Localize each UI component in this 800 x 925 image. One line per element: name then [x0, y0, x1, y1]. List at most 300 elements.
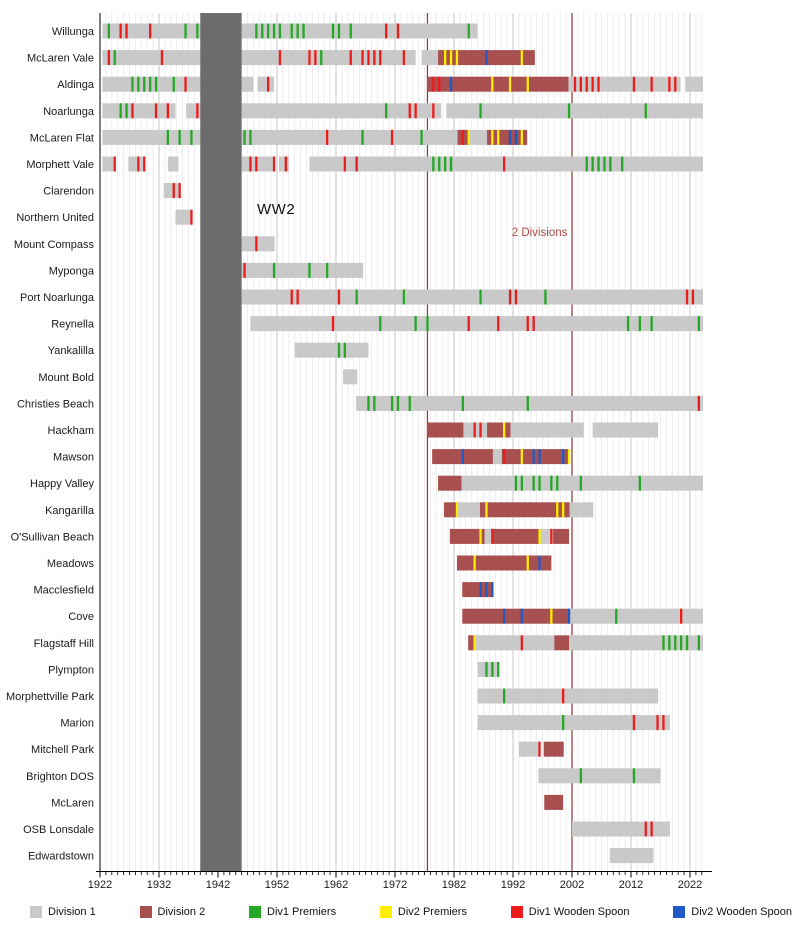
legend-item-div1-premiers	[249, 906, 336, 918]
marker-y	[468, 130, 470, 145]
marker-r	[509, 290, 511, 305]
axis-tick-label: 1992	[500, 879, 526, 891]
legend-item-division2	[140, 906, 206, 918]
timeline-segment	[610, 848, 654, 863]
club-label: Meadows	[46, 558, 94, 570]
div2-wooden-spoon-swatch	[673, 906, 685, 918]
legend-label-division1: Division 1	[48, 906, 96, 918]
timeline-segment	[242, 236, 275, 251]
timeline-segment	[168, 157, 179, 172]
marker-g	[120, 103, 122, 118]
marker-r	[167, 103, 169, 118]
marker-b	[562, 449, 564, 464]
axis-tick-label: 2002	[559, 879, 585, 891]
marker-g	[420, 130, 422, 145]
marker-b	[509, 130, 511, 145]
marker-r	[527, 316, 529, 331]
timeline-segment	[511, 423, 584, 438]
marker-y	[538, 529, 540, 544]
timeline-segment	[309, 157, 703, 172]
timeline-segment	[538, 768, 660, 783]
marker-r	[379, 50, 381, 65]
timeline-segment	[279, 157, 289, 172]
marker-g	[279, 24, 281, 39]
timeline-segment	[427, 77, 569, 92]
marker-g	[344, 343, 346, 358]
marker-r	[479, 423, 481, 438]
marker-g	[485, 662, 487, 677]
marker-g	[190, 130, 192, 145]
marker-r	[125, 24, 127, 39]
marker-g	[521, 476, 523, 491]
marker-g	[397, 396, 399, 411]
marker-g	[338, 343, 340, 358]
marker-g	[639, 316, 641, 331]
marker-b	[515, 130, 517, 145]
marker-g	[662, 635, 664, 650]
axis-tick-label: 2022	[677, 879, 703, 891]
timeline-segment	[478, 715, 670, 730]
timeline-segment	[438, 476, 462, 491]
marker-g	[444, 157, 446, 172]
marker-g	[131, 77, 133, 92]
marker-y	[562, 502, 564, 517]
legend-label-div1-premiers: Div1 Premiers	[267, 906, 337, 918]
marker-g	[114, 50, 116, 65]
club-label: O'Sullivan Beach	[10, 531, 94, 544]
marker-r	[196, 103, 198, 118]
marker-r	[149, 24, 151, 39]
timeline-segment	[475, 635, 554, 650]
marker-g	[580, 476, 582, 491]
club-label: Clarendon	[43, 185, 94, 198]
marker-y	[491, 77, 493, 92]
marker-r	[462, 130, 464, 145]
club-label: Edwardstown	[27, 850, 94, 863]
marker-g	[674, 635, 676, 650]
marker-g	[149, 77, 151, 92]
marker-r	[120, 24, 122, 39]
marker-y	[521, 449, 523, 464]
marker-r	[474, 423, 476, 438]
marker-g	[468, 24, 470, 39]
marker-g	[261, 24, 263, 39]
marker-r	[397, 24, 399, 39]
timeline-segment	[478, 662, 499, 677]
club-label: Morphettville Park	[5, 691, 94, 703]
marker-r	[344, 157, 346, 172]
timeline-segment	[176, 210, 193, 225]
marker-r	[562, 689, 564, 704]
marker-r	[326, 130, 328, 145]
timeline-segment	[568, 77, 680, 92]
marker-g	[267, 24, 269, 39]
marker-g	[167, 130, 169, 145]
marker-g	[356, 290, 358, 305]
timeline-segment	[544, 742, 564, 757]
marker-g	[173, 77, 175, 92]
marker-g	[479, 103, 481, 118]
marker-g	[243, 130, 245, 145]
marker-r	[586, 77, 588, 92]
timeline-segment	[427, 423, 464, 438]
marker-g	[308, 263, 310, 278]
marker-r	[645, 822, 647, 837]
club-label: Flagstaff Hill	[33, 637, 94, 650]
marker-r	[297, 290, 299, 305]
marker-r	[491, 529, 493, 544]
marker-y	[550, 609, 552, 624]
marker-g	[627, 316, 629, 331]
timeline-segment	[569, 635, 703, 650]
marker-g	[698, 635, 700, 650]
marker-g	[633, 768, 635, 783]
marker-r	[432, 77, 434, 92]
marker-b	[521, 609, 523, 624]
club-label: Kangarilla	[45, 504, 94, 517]
marker-g	[527, 396, 529, 411]
marker-r	[243, 263, 245, 278]
axis-tick-label: 1982	[441, 879, 467, 891]
marker-b	[491, 582, 493, 597]
legend-label-div2-wooden-spoon: Div2 Wooden Spoon	[691, 906, 792, 918]
timeline-segment	[572, 822, 670, 837]
marker-g	[415, 316, 417, 331]
marker-g	[320, 50, 322, 65]
marker-r	[273, 157, 275, 172]
axis-tick-label: 1942	[205, 879, 231, 891]
marker-r	[308, 50, 310, 65]
marker-r	[521, 635, 523, 650]
legend-item-div2-wooden-spoon	[673, 906, 792, 918]
timeline-segment	[462, 476, 703, 491]
axis-tick-label: 2012	[618, 879, 644, 891]
club-label: Happy Valley	[30, 478, 94, 491]
marker-y	[485, 502, 487, 517]
marker-r	[633, 77, 635, 92]
axis-tick-label: 1952	[264, 879, 290, 891]
marker-r	[503, 157, 505, 172]
marker-g	[273, 24, 275, 39]
marker-r	[533, 316, 535, 331]
club-label: OSB Lonsdale	[23, 824, 94, 836]
marker-r	[692, 290, 694, 305]
marker-g	[403, 290, 405, 305]
marker-g	[491, 662, 493, 677]
axis-tick-label: 1962	[323, 879, 349, 891]
marker-r	[350, 50, 352, 65]
club-label: Marion	[60, 717, 94, 730]
marker-g	[515, 476, 517, 491]
marker-y	[479, 529, 481, 544]
timeline-segment	[295, 343, 369, 358]
timeline-segment	[544, 795, 563, 810]
marker-r	[155, 103, 157, 118]
legend-label-division2: Division 2	[157, 906, 206, 918]
timeline-segment	[458, 502, 480, 517]
marker-r	[314, 50, 316, 65]
club-label: Noarlunga	[43, 105, 94, 118]
marker-g	[586, 157, 588, 172]
div2-premiers-swatch	[380, 906, 392, 918]
timeline-segment	[462, 582, 493, 597]
timeline-segment	[102, 77, 203, 92]
marker-y	[491, 130, 493, 145]
marker-y	[521, 130, 523, 145]
marker-g	[438, 157, 440, 172]
marker-g	[184, 24, 186, 39]
marker-r	[580, 77, 582, 92]
timeline-segment	[554, 635, 569, 650]
legend-item-div2-premiers	[380, 906, 467, 918]
timeline-segment	[593, 423, 658, 438]
timeline-segment	[258, 77, 275, 92]
legend-label-div2-premiers: Div2 Premiers	[397, 906, 467, 918]
club-label: McLaren Vale	[26, 52, 94, 65]
marker-r	[161, 50, 163, 65]
axis-tick-label: 1972	[382, 879, 408, 891]
marker-r	[137, 157, 139, 172]
marker-g	[196, 24, 198, 39]
marker-r	[597, 77, 599, 92]
timeline-segment	[446, 103, 703, 118]
marker-g	[568, 103, 570, 118]
timeline-segment	[553, 529, 569, 544]
marker-g	[155, 77, 157, 92]
marker-r	[668, 77, 670, 92]
marker-g	[273, 263, 275, 278]
marker-y	[474, 556, 476, 571]
marker-r	[131, 103, 133, 118]
marker-g	[592, 157, 594, 172]
marker-r	[255, 236, 257, 251]
timeline-segment	[356, 396, 703, 411]
marker-r	[686, 290, 688, 305]
marker-r	[356, 157, 358, 172]
marker-y	[509, 77, 511, 92]
legend-item-div1-wooden-spoon	[511, 906, 630, 918]
marker-r	[415, 103, 417, 118]
marker-r	[651, 822, 653, 837]
marker-g	[698, 316, 700, 331]
marker-r	[143, 157, 145, 172]
timeline-segment	[502, 449, 569, 464]
marker-y	[456, 50, 458, 65]
timeline-segment	[487, 423, 511, 438]
marker-g	[302, 24, 304, 39]
club-label: Cove	[68, 611, 94, 624]
marker-r	[674, 77, 676, 92]
marker-r	[592, 77, 594, 92]
marker-g	[379, 316, 381, 331]
marker-r	[403, 50, 405, 65]
marker-r	[285, 157, 287, 172]
timeline-segment	[569, 609, 703, 624]
timeline-segment	[128, 157, 144, 172]
marker-g	[615, 609, 617, 624]
timeline-segment	[102, 103, 175, 118]
marker-g	[651, 316, 653, 331]
legend-label-div1-wooden-spoon: Div1 Wooden Spoon	[528, 906, 630, 918]
marker-g	[450, 157, 452, 172]
marker-y	[556, 502, 558, 517]
timeline-segment	[492, 529, 539, 544]
club-label: Plympton	[48, 664, 94, 677]
marker-g	[533, 476, 535, 491]
div1-wooden-spoon-swatch	[511, 906, 523, 918]
marker-g	[108, 24, 110, 39]
club-label: Mitchell Park	[31, 744, 94, 757]
club-label: McLaren	[51, 797, 94, 810]
timeline-segment	[240, 263, 363, 278]
club-label: Morphett Vale	[26, 159, 94, 171]
marker-r	[332, 316, 334, 331]
marker-g	[391, 396, 393, 411]
marker-b	[485, 50, 487, 65]
marker-g	[432, 157, 434, 172]
marker-g	[544, 290, 546, 305]
marker-r	[432, 103, 434, 118]
marker-g	[639, 476, 641, 491]
marker-g	[179, 130, 181, 145]
marker-g	[503, 689, 505, 704]
marker-y	[527, 556, 529, 571]
timeline-segment	[102, 24, 477, 39]
marker-y	[497, 130, 499, 145]
timeline-segment	[102, 130, 457, 145]
marker-g	[143, 77, 145, 92]
club-label: Myponga	[48, 265, 94, 278]
club-label: Yankalilla	[47, 345, 94, 358]
marker-g	[426, 316, 428, 331]
marker-g	[291, 24, 293, 39]
marker-r	[468, 316, 470, 331]
marker-r	[361, 50, 363, 65]
timeline-segment	[102, 157, 114, 172]
two-divisions-label: 2 Divisions	[511, 227, 568, 239]
marker-b	[568, 609, 570, 624]
marker-y	[474, 635, 476, 650]
marker-y	[568, 449, 570, 464]
marker-g	[249, 130, 251, 145]
club-label: Willunga	[51, 26, 94, 38]
marker-g	[367, 396, 369, 411]
marker-r	[680, 609, 682, 624]
marker-b	[462, 449, 464, 464]
club-label: Aldinga	[57, 79, 94, 92]
marker-r	[503, 449, 505, 464]
timeline-segment	[164, 183, 181, 198]
marker-r	[179, 183, 181, 198]
timeline-segment	[462, 609, 569, 624]
marker-g	[562, 715, 564, 730]
marker-y	[521, 50, 523, 65]
marker-g	[668, 635, 670, 650]
club-label: Northern United	[16, 212, 94, 225]
marker-r	[391, 130, 393, 145]
marker-r	[255, 157, 257, 172]
ww2-band	[200, 13, 241, 872]
marker-g	[338, 24, 340, 39]
marker-r	[651, 77, 653, 92]
marker-r	[656, 715, 658, 730]
club-label: Port Noarlunga	[20, 292, 94, 304]
marker-g	[125, 103, 127, 118]
legend	[0, 899, 800, 925]
marker-r	[698, 396, 700, 411]
timeline-segment	[519, 742, 539, 757]
marker-y	[444, 50, 446, 65]
timeline-segment	[469, 130, 487, 145]
timeline-segment	[242, 157, 275, 172]
ww2-label: WW2	[257, 201, 296, 218]
club-label: Mount Compass	[13, 238, 94, 251]
marker-g	[686, 635, 688, 650]
timeline-segment	[444, 502, 458, 517]
marker-b	[533, 449, 535, 464]
axis-tick-label: 1922	[87, 879, 113, 891]
marker-b	[485, 582, 487, 597]
marker-g	[350, 24, 352, 39]
marker-g	[556, 476, 558, 491]
marker-g	[332, 24, 334, 39]
club-label: Mawson	[53, 451, 94, 464]
marker-g	[297, 24, 299, 39]
marker-r	[538, 742, 540, 757]
division2-swatch	[140, 906, 152, 918]
club-label: McLaren Flat	[29, 132, 94, 145]
marker-b	[503, 609, 505, 624]
timeline-segment	[343, 369, 357, 384]
marker-r	[184, 77, 186, 92]
marker-r	[173, 183, 175, 198]
marker-g	[680, 635, 682, 650]
marker-y	[450, 50, 452, 65]
marker-g	[538, 476, 540, 491]
marker-y	[503, 423, 505, 438]
marker-g	[137, 77, 139, 92]
timeline-segment	[242, 103, 441, 118]
marker-g	[385, 103, 387, 118]
marker-r	[550, 529, 552, 544]
marker-r	[291, 290, 293, 305]
marker-g	[497, 662, 499, 677]
club-label: Brighton DOS	[26, 770, 94, 783]
marker-r	[114, 157, 116, 172]
marker-g	[409, 396, 411, 411]
marker-r	[385, 24, 387, 39]
marker-g	[479, 290, 481, 305]
div1-premiers-swatch	[249, 906, 261, 918]
club-label: Hackham	[47, 425, 94, 437]
marker-g	[326, 263, 328, 278]
marker-g	[621, 157, 623, 172]
marker-r	[249, 157, 251, 172]
marker-r	[338, 290, 340, 305]
marker-r	[409, 103, 411, 118]
timeline-segment	[457, 556, 551, 571]
marker-r	[373, 50, 375, 65]
marker-b	[538, 449, 540, 464]
marker-g	[645, 103, 647, 118]
marker-r	[367, 50, 369, 65]
marker-r	[633, 715, 635, 730]
marker-g	[603, 157, 605, 172]
marker-r	[190, 210, 192, 225]
marker-r	[574, 77, 576, 92]
marker-g	[255, 24, 257, 39]
marker-b	[450, 77, 452, 92]
